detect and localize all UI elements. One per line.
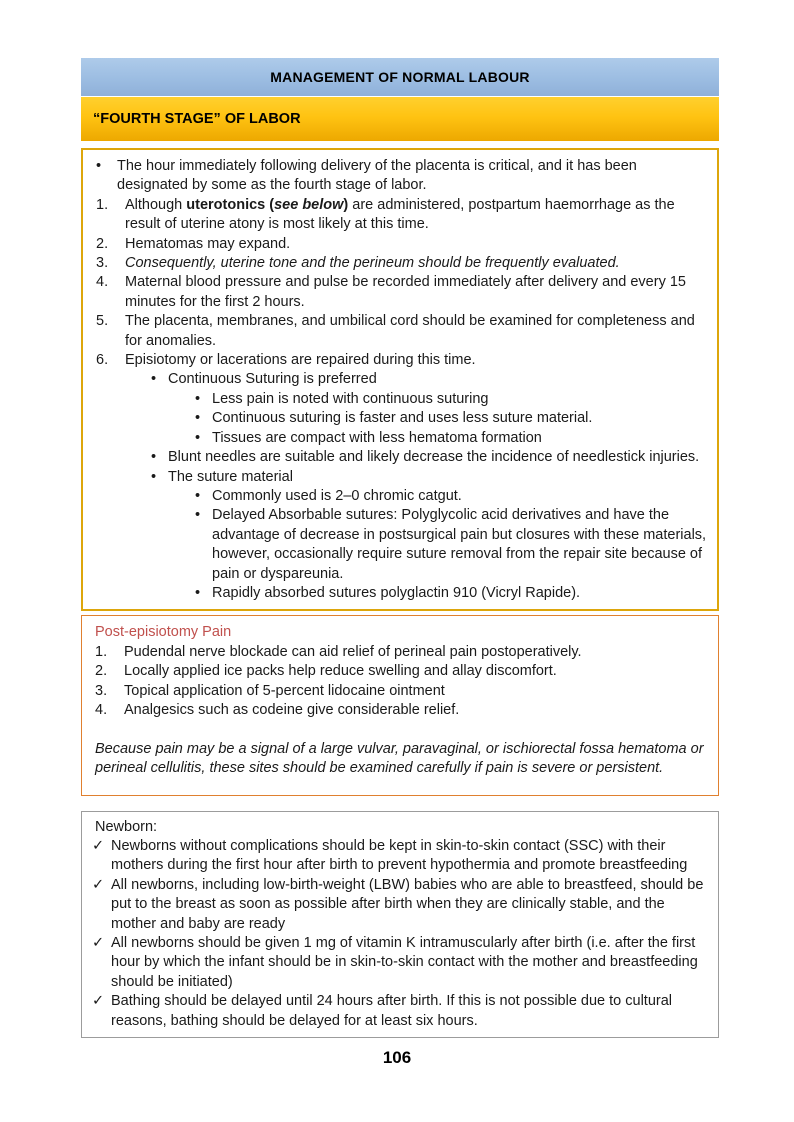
- page-number: 106: [382, 1048, 412, 1067]
- checkmark-icon: ✓: [92, 876, 105, 893]
- list-marker: •: [195, 487, 201, 504]
- post-episiotomy-list: [88, 643, 710, 721]
- list-item: [88, 876, 710, 934]
- list-item: [89, 254, 709, 273]
- list-item: [88, 934, 710, 992]
- page-title: MANAGEMENT OF NORMAL LABOUR: [81, 58, 719, 96]
- list-item-text: Delayed Absorbable sutures: Polyglycolic acid derivatives and have the advantage of decrease in postsurgical pain but closures with these materials, however, occasionally require suture removal from the repair site because of pain or dyspareunia.: [212, 507, 707, 582]
- list-marker: •: [195, 507, 201, 524]
- list-item: [89, 312, 709, 351]
- list-marker: 2.: [95, 663, 108, 680]
- list-item-text: Topical application of 5-percent lidocaine ointment: [124, 682, 445, 699]
- list-item-text: All newborns should be given 1 mg of vitamin K intramuscularly after birth (i.e. after the first hour by which the infant should be in skin-to-skin contact with the mother and breastfeeding should be initiated): [111, 935, 698, 990]
- list-item-text: Bathing should be delayed until 24 hours after birth. If this is not possible due to cultural reasons, bathing should be delayed for at least six hours.: [111, 993, 673, 1029]
- list-item: [88, 643, 710, 662]
- post-episiotomy-heading: Post-episiotomy Pain: [95, 624, 232, 641]
- checkmark-icon: ✓: [92, 935, 105, 952]
- list-marker: •: [195, 410, 201, 427]
- list-item: [88, 662, 710, 681]
- list-marker: •: [151, 468, 157, 485]
- list-item: [89, 351, 709, 370]
- list-marker: 4.: [96, 274, 109, 291]
- list-item: [89, 157, 709, 196]
- list-item-text: Newborns without complications should be kept in skin-to-skin contact (SSC) with their mothers during the first hour after birth to prevent hypothermia and promote breastfeeding: [111, 837, 688, 874]
- newborn-heading: Newborn:: [95, 818, 158, 835]
- post-episiotomy-box: [81, 615, 719, 795]
- list-item-text: Pudendal nerve blockade can aid relief of perineal pain postoperatively.: [124, 643, 582, 660]
- list-item-text: Hematomas may expand.: [125, 235, 291, 252]
- list-marker: 3.: [96, 255, 109, 272]
- list-marker: •: [151, 371, 157, 388]
- list-marker: 2.: [96, 235, 109, 252]
- list-item: [89, 448, 709, 467]
- list-item-text: Although uterotonics (see below) are administered, postpartum haemorrhage as the result of uterine atony is most likely at this time.: [125, 196, 675, 233]
- list-marker: •: [195, 429, 201, 446]
- list-marker: 1.: [95, 643, 108, 660]
- page-content: [81, 58, 719, 1038]
- newborn-box: [81, 811, 719, 1038]
- list-item: [89, 235, 709, 254]
- list-marker: 1.: [96, 196, 109, 213]
- list-item: [89, 506, 709, 584]
- fourth-stage-box: [81, 148, 719, 611]
- list-item: [89, 468, 709, 487]
- list-item: [89, 487, 709, 506]
- list-item-text: Maternal blood pressure and pulse be recorded immediately after delivery and every 15 minutes for the first 2 hours.: [125, 274, 686, 310]
- newborn-list: [88, 837, 710, 1031]
- list-item-text: Consequently, uterine tone and the perineum should be frequently evaluated.: [125, 255, 620, 272]
- list-marker: 5.: [96, 313, 109, 330]
- spacer: [88, 720, 710, 739]
- list-marker: 3.: [95, 682, 108, 699]
- list-item: [89, 196, 709, 235]
- list-item: [89, 390, 709, 409]
- list-item: [89, 370, 709, 389]
- list-item: [89, 273, 709, 312]
- list-item-text: Tissues are compact with less hematoma formation: [212, 429, 542, 446]
- list-marker: •: [195, 390, 201, 407]
- list-marker: •: [151, 449, 157, 466]
- list-item: [88, 992, 710, 1031]
- list-item-text: Commonly used is 2–0 chromic catgut.: [212, 487, 462, 504]
- list-marker: •: [195, 584, 201, 601]
- list-item-text: Rapidly absorbed sutures polyglactin 910 (Vicryl Rapide).: [212, 584, 581, 601]
- list-item-text: Blunt needles are suitable and likely decrease the incidence of needlestick injuries.: [168, 449, 700, 466]
- list-marker: 6.: [96, 352, 109, 369]
- section-heading: “FOURTH STAGE” OF LABOR: [81, 97, 719, 141]
- list-item-text: The placenta, membranes, and umbilical cord should be examined for completeness and for anomalies.: [125, 313, 695, 349]
- list-item: [89, 584, 709, 603]
- fourth-stage-list: [89, 157, 709, 603]
- list-item-text: Continuous suturing is faster and uses less suture material.: [212, 410, 593, 427]
- list-item-text: Episiotomy or lacerations are repaired during this time.: [125, 352, 476, 369]
- list-item-text: The suture material: [168, 468, 293, 485]
- list-item-text: Locally applied ice packs help reduce swelling and allay discomfort.: [124, 663, 557, 680]
- list-item: [89, 409, 709, 428]
- list-item-text: Analgesics such as codeine give considerable relief.: [124, 701, 460, 718]
- list-item-text: The hour immediately following delivery of the placenta is critical, and it has been designated by some as the fourth stage of labor.: [117, 158, 637, 194]
- checkmark-icon: ✓: [92, 837, 105, 854]
- checkmark-icon: ✓: [92, 993, 105, 1010]
- list-item: [89, 429, 709, 448]
- list-item-text: Less pain is noted with continuous suturing: [212, 390, 489, 407]
- list-marker: •: [96, 158, 102, 174]
- list-marker: 4.: [95, 701, 108, 718]
- list-item: [88, 682, 710, 701]
- list-item: [88, 837, 710, 876]
- list-item-text: Continuous Suturing is preferred: [168, 371, 377, 388]
- list-item: [88, 701, 710, 720]
- list-item-text: All newborns, including low-birth-weight (LBW) babies who are able to breastfeed, should be put to the breast as soon as possible after birth when they are clinically stable, and the mother and baby are ready: [111, 876, 704, 932]
- pain-warning-note: Because pain may be a signal of a large vulvar, paravaginal, or ischiorectal fossa hematoma or perineal cellulitis, these sites should be examined carefully if pain is severe or persistent.: [95, 740, 704, 777]
